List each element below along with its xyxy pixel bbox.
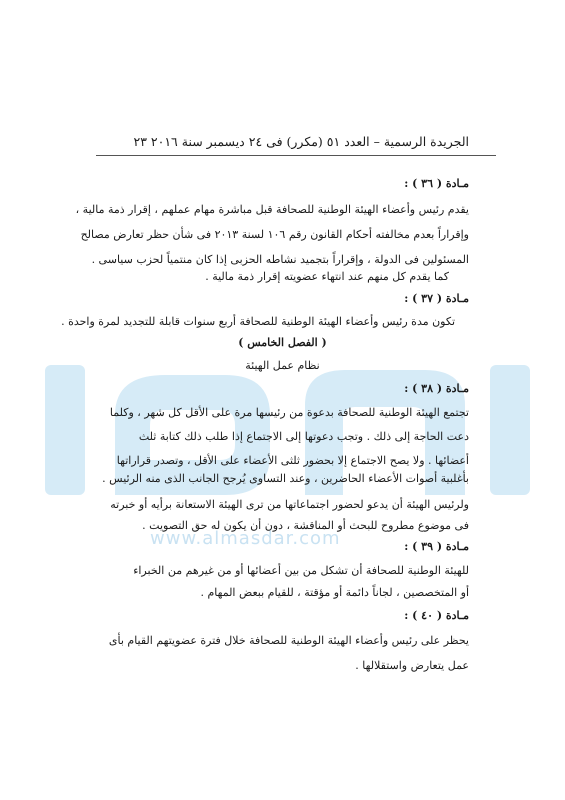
article-36-title: مـادة ( ٣٦ ) : [404,177,469,190]
article-38-line: أعضائها . ولا يصح الاجتماع إلا بحضور ثلثى الأعضاء على الأقل ، وتصدر قراراتها [116,454,469,467]
article-40-title: مـادة ( ٤٠ ) : [404,609,469,622]
article-39-title: مـادة ( ٣٩ ) : [404,540,469,553]
header-rule [96,155,496,156]
article-40-line: يحظر على رئيس وأعضاء الهيئة الوطنية للصحافة خلال فترة عضويتهم القيام بأى [108,634,469,647]
chapter-title: ( الفصل الخامس ) [238,336,327,349]
article-36-line: وإقراراً بعدم مخالفته أحكام القانون رقم ١٠٦ لسنة ٢٠١٣ فى شأن حظر تعارض مصالح [80,228,469,241]
article-39-line: للهيئة الوطنية للصحافة أن تشكل من بين أعضائها أو من غيرهم من الخبراء [133,564,469,577]
article-38-title: مـادة ( ٣٨ ) : [404,382,469,395]
article-38-line: بأغلبية أصوات الأعضاء الحاضرين ، وعند التساوى يُرجح الجانب الذى منه الرئيس . [102,472,469,485]
article-39-line: أو المتخصصين ، لجاناً دائمة أو مؤقتة ، للقيام ببعض المهام . [200,586,469,599]
article-38-line: فى موضوع مطروح للبحث أو المناقشة ، دون أن يكون له حق التصويت . [142,519,469,532]
page-header: الجريدة الرسمية – العدد ٥١ (مكرر) فى ٢٤ ديسمبر سنة ٢٠١٦ ٢٣ [133,134,469,149]
article-36-line: كما يقدم كل منهم عند انتهاء عضويته إقرار ذمة مالية . [205,270,449,283]
watermark-url: www.almasdar.com [150,528,341,549]
article-40-line: عمل يتعارض واستقلالها . [355,659,469,672]
article-36-line: المسئولين فى الدولة ، وإقراراً بتجميد نشاطه الحزبى إذا كان منتمياً لحزب سياسى . [91,253,469,266]
article-37-line: تكون مدة رئيس وأعضاء الهيئة الوطنية للصحافة أربع سنوات قابلة للتجديد لمرة واحدة . [61,315,455,328]
chapter-subtitle: نظام عمل الهيئة [245,359,320,372]
article-38-line: دعت الحاجة إلى ذلك . وتجب دعوتها إلى الاجتماع إذا طلب ذلك كتابة ثلث [138,430,469,443]
article-38-line: ولرئيس الهيئة أن يدعو لحضور اجتماعاتها من ترى الهيئة الاستعانة برأيه أو خبرته [110,498,469,511]
article-38-line: تجتمع الهيئة الوطنية للصحافة بدعوة من رئيسها مرة على الأقل كل شهر ، وكلما [109,406,469,419]
article-37-title: مـادة ( ٣٧ ) : [404,292,469,305]
article-36-line: يقدم رئيس وأعضاء الهيئة الوطنية للصحافة قبل مباشرة مهام عملهم ، إقرار ذمة مالية ، [75,203,469,216]
